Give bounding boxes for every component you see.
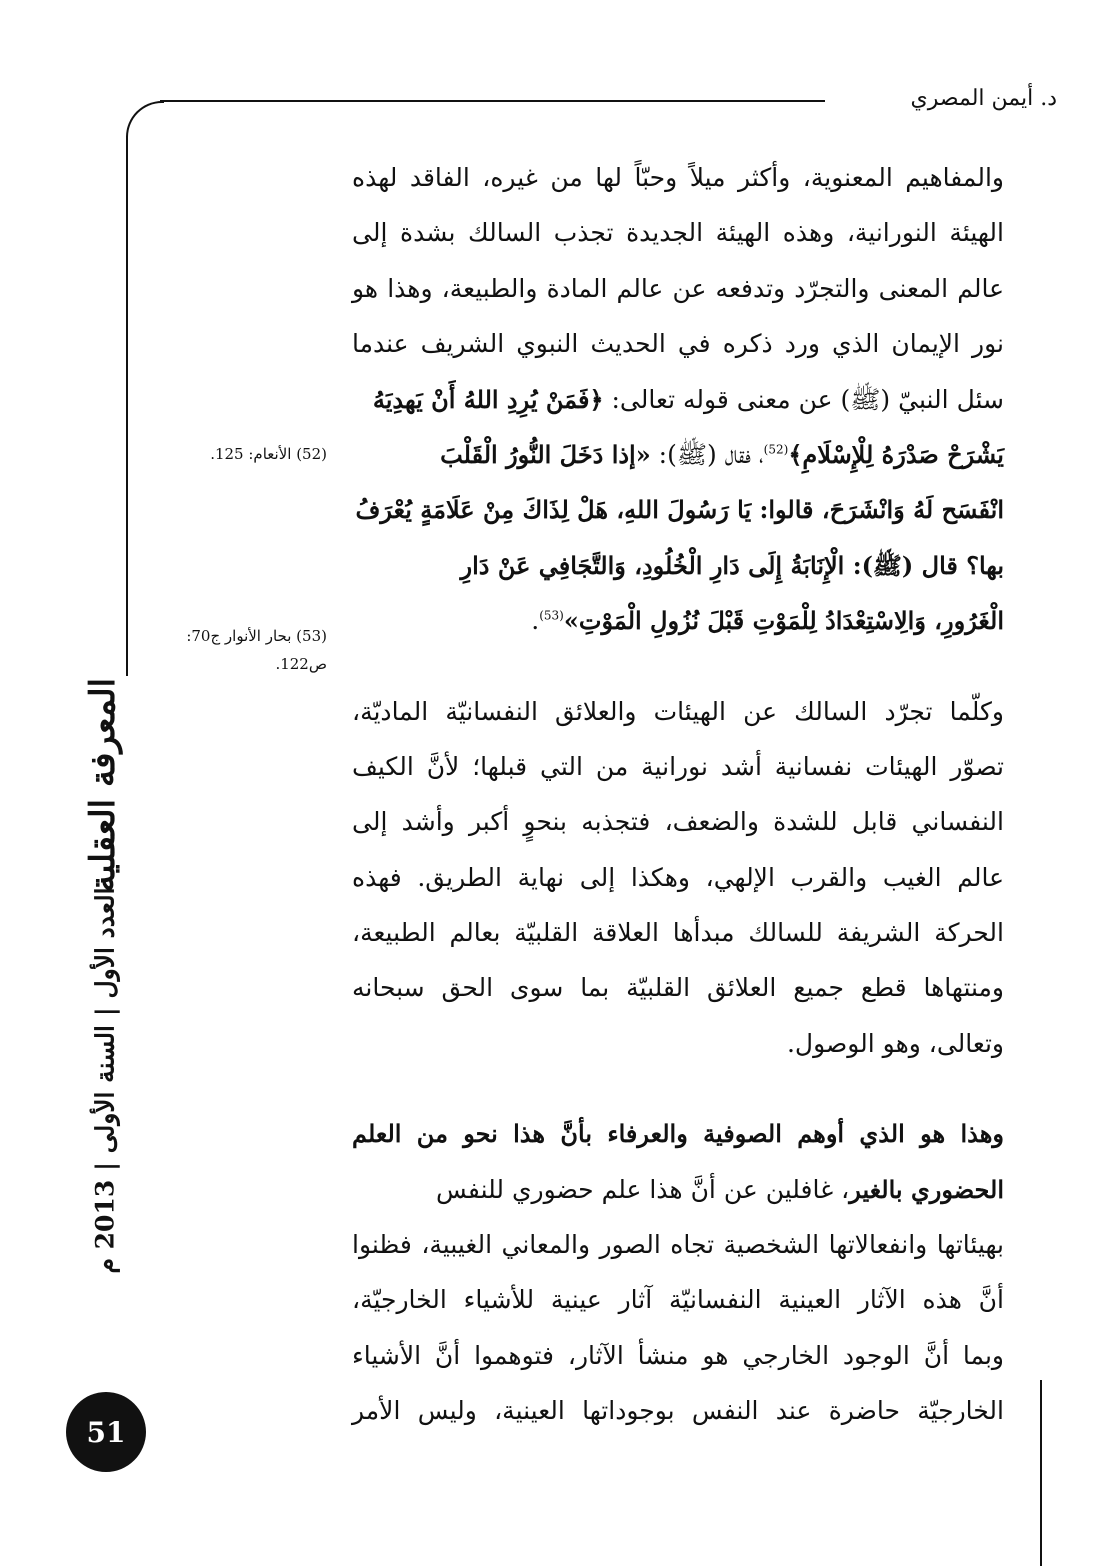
text-line: الهيئة النورانية، وهذه الهيئة الجديدة تجذب السالك بشدة إلى <box>352 218 1004 248</box>
paragraph-gap <box>352 649 1004 684</box>
text-line: ومنتهاها قطع جميع العلائق القلبيّة بما سوى الحق سبحانه <box>352 973 1004 1003</box>
issue-text: العدد الأول | السنة الأولى | 2013 م <box>90 886 120 1274</box>
top-rule <box>160 100 825 102</box>
quran-verse: ﴿فَمَنْ يُرِدِ اللهُ أَنْ يَهدِيَهُ <box>372 384 604 414</box>
hadith-text: «إذا دَخَلَ النُّورُ الْقَلْبَ <box>440 439 651 469</box>
text-line: عالم الغيب والقرب الإلهي، وهكذا إلى نهاية الطريق. فهذه <box>352 862 1004 892</box>
journal-title: المعرفة العقلية <box>83 677 123 893</box>
bottom-right-rule <box>1040 1380 1042 1566</box>
text-line: أنَّ هذه الآثار العينية النفسانيّة آثار عينية للأشياء الخارجيّة، <box>352 1285 1004 1315</box>
quran-verse-end: يَشْرَحْ صَدْرَهُ لِلْإِسْلَامِ﴾ <box>788 439 1004 469</box>
quote-line <box>352 372 1004 427</box>
text-line: بهيئاتها وانفعالاتها الشخصية تجاه الصور والمعاني الغيبية، فظنوا <box>352 1230 1004 1260</box>
hadith-text: الْغَرُورِ، وَالِاسْتِعْدَادُ لِلْمَوْتِ قَبْلَ نُزُولِ الْمَوْتِ» <box>563 606 1004 636</box>
frame-corner <box>126 101 164 139</box>
quote-text: ، فقال (ﷺ): <box>650 439 764 469</box>
journal-logo <box>58 677 148 893</box>
text-line: النفساني قابل للشدة والضعف، فتجذبه بنحوٍ أكبر وأشد إلى <box>352 807 1004 837</box>
footnote-53-line2: ص122. <box>275 655 327 673</box>
quote-line <box>352 427 1004 482</box>
page-number: 51 <box>86 1415 126 1449</box>
text-line: والمفاهيم المعنوية، وأكثر ميلاً وحبّاً لها من غيره، الفاقد لهذه <box>352 163 1004 192</box>
text-line: الحركة الشريفة للسالك مبدأها العلاقة القلبيّة بعالم الطبيعة، <box>352 918 1004 948</box>
quote-intro: سئل النبيّ (ﷺ) عن معنى قوله تعالى: <box>603 384 1004 414</box>
hadith-line: بها؟ قال (ﷺ): الْإِنَابَةُ إِلَى دَارِ الْخُلُودِ، وَالتَّجَافِي عَنْ دَارِ <box>460 550 1004 580</box>
page-number-badge <box>66 1392 146 1472</box>
footnote-53-line1: (53) بحار الأنوار ج70: <box>186 627 327 645</box>
left-rule <box>126 136 128 676</box>
text-line: وبما أنَّ الوجود الخارجي هو منشأ الآثار، فتوهموا أنَّ الأشياء <box>352 1340 1004 1370</box>
hadith-line: انْفَسَح لَهُ وَانْشَرَحَ، قالوا: يَا رَسُولَ اللهِ، هَلْ لِذَاكَ مِنْ عَلَامَةٍ يُعْرَفُ <box>355 495 1004 525</box>
text-line: وتعالى، وهو الوصول. <box>786 1028 1004 1058</box>
footnote-52: (52) الأنعام: 125. <box>210 445 327 463</box>
text-line <box>352 1162 1004 1217</box>
footnote-ref-53[interactable]: (53) <box>539 608 564 623</box>
main-text <box>352 150 1004 1439</box>
running-header-author: د. أيمن المصري <box>910 86 1057 111</box>
text-line: وكلّما تجرّد السالك عن الهيئات والعلائق النفسانيّة الماديّة، <box>352 696 1004 726</box>
text-line: تصوّر الهيئات نفسانية أشد نورانية من التي قبلها؛ لأنَّ الكيف <box>352 751 1004 781</box>
text-span: ، غافلين عن أنَّ هذا علم حضوري للنفس <box>436 1174 850 1204</box>
quote-line <box>352 593 1004 648</box>
footnote-53 <box>127 622 327 678</box>
period: . <box>531 606 540 636</box>
text-line-bold: وهذا هو الذي أوهم الصوفية والعرفاء بأنَّ هذا نحو من العلم <box>352 1119 1004 1149</box>
paragraph-gap <box>352 1071 1004 1106</box>
text-line: نور الإيمان الذي ورد ذكره في الحديث النبوي الشريف عندما <box>352 329 1004 359</box>
bold-term: الحضوري بالغير <box>849 1174 1004 1204</box>
text-line: الخارجيّة حاضرة عند النفس بوجوداتها العينية، وليس الأمر <box>352 1396 1004 1426</box>
issue-info <box>70 886 140 1274</box>
text-line: عالم المعنى والتجرّد وتدفعه عن عالم المادة والطبيعة، وهذا هو <box>352 273 1004 303</box>
footnote-ref-52[interactable]: (52) <box>763 442 789 457</box>
